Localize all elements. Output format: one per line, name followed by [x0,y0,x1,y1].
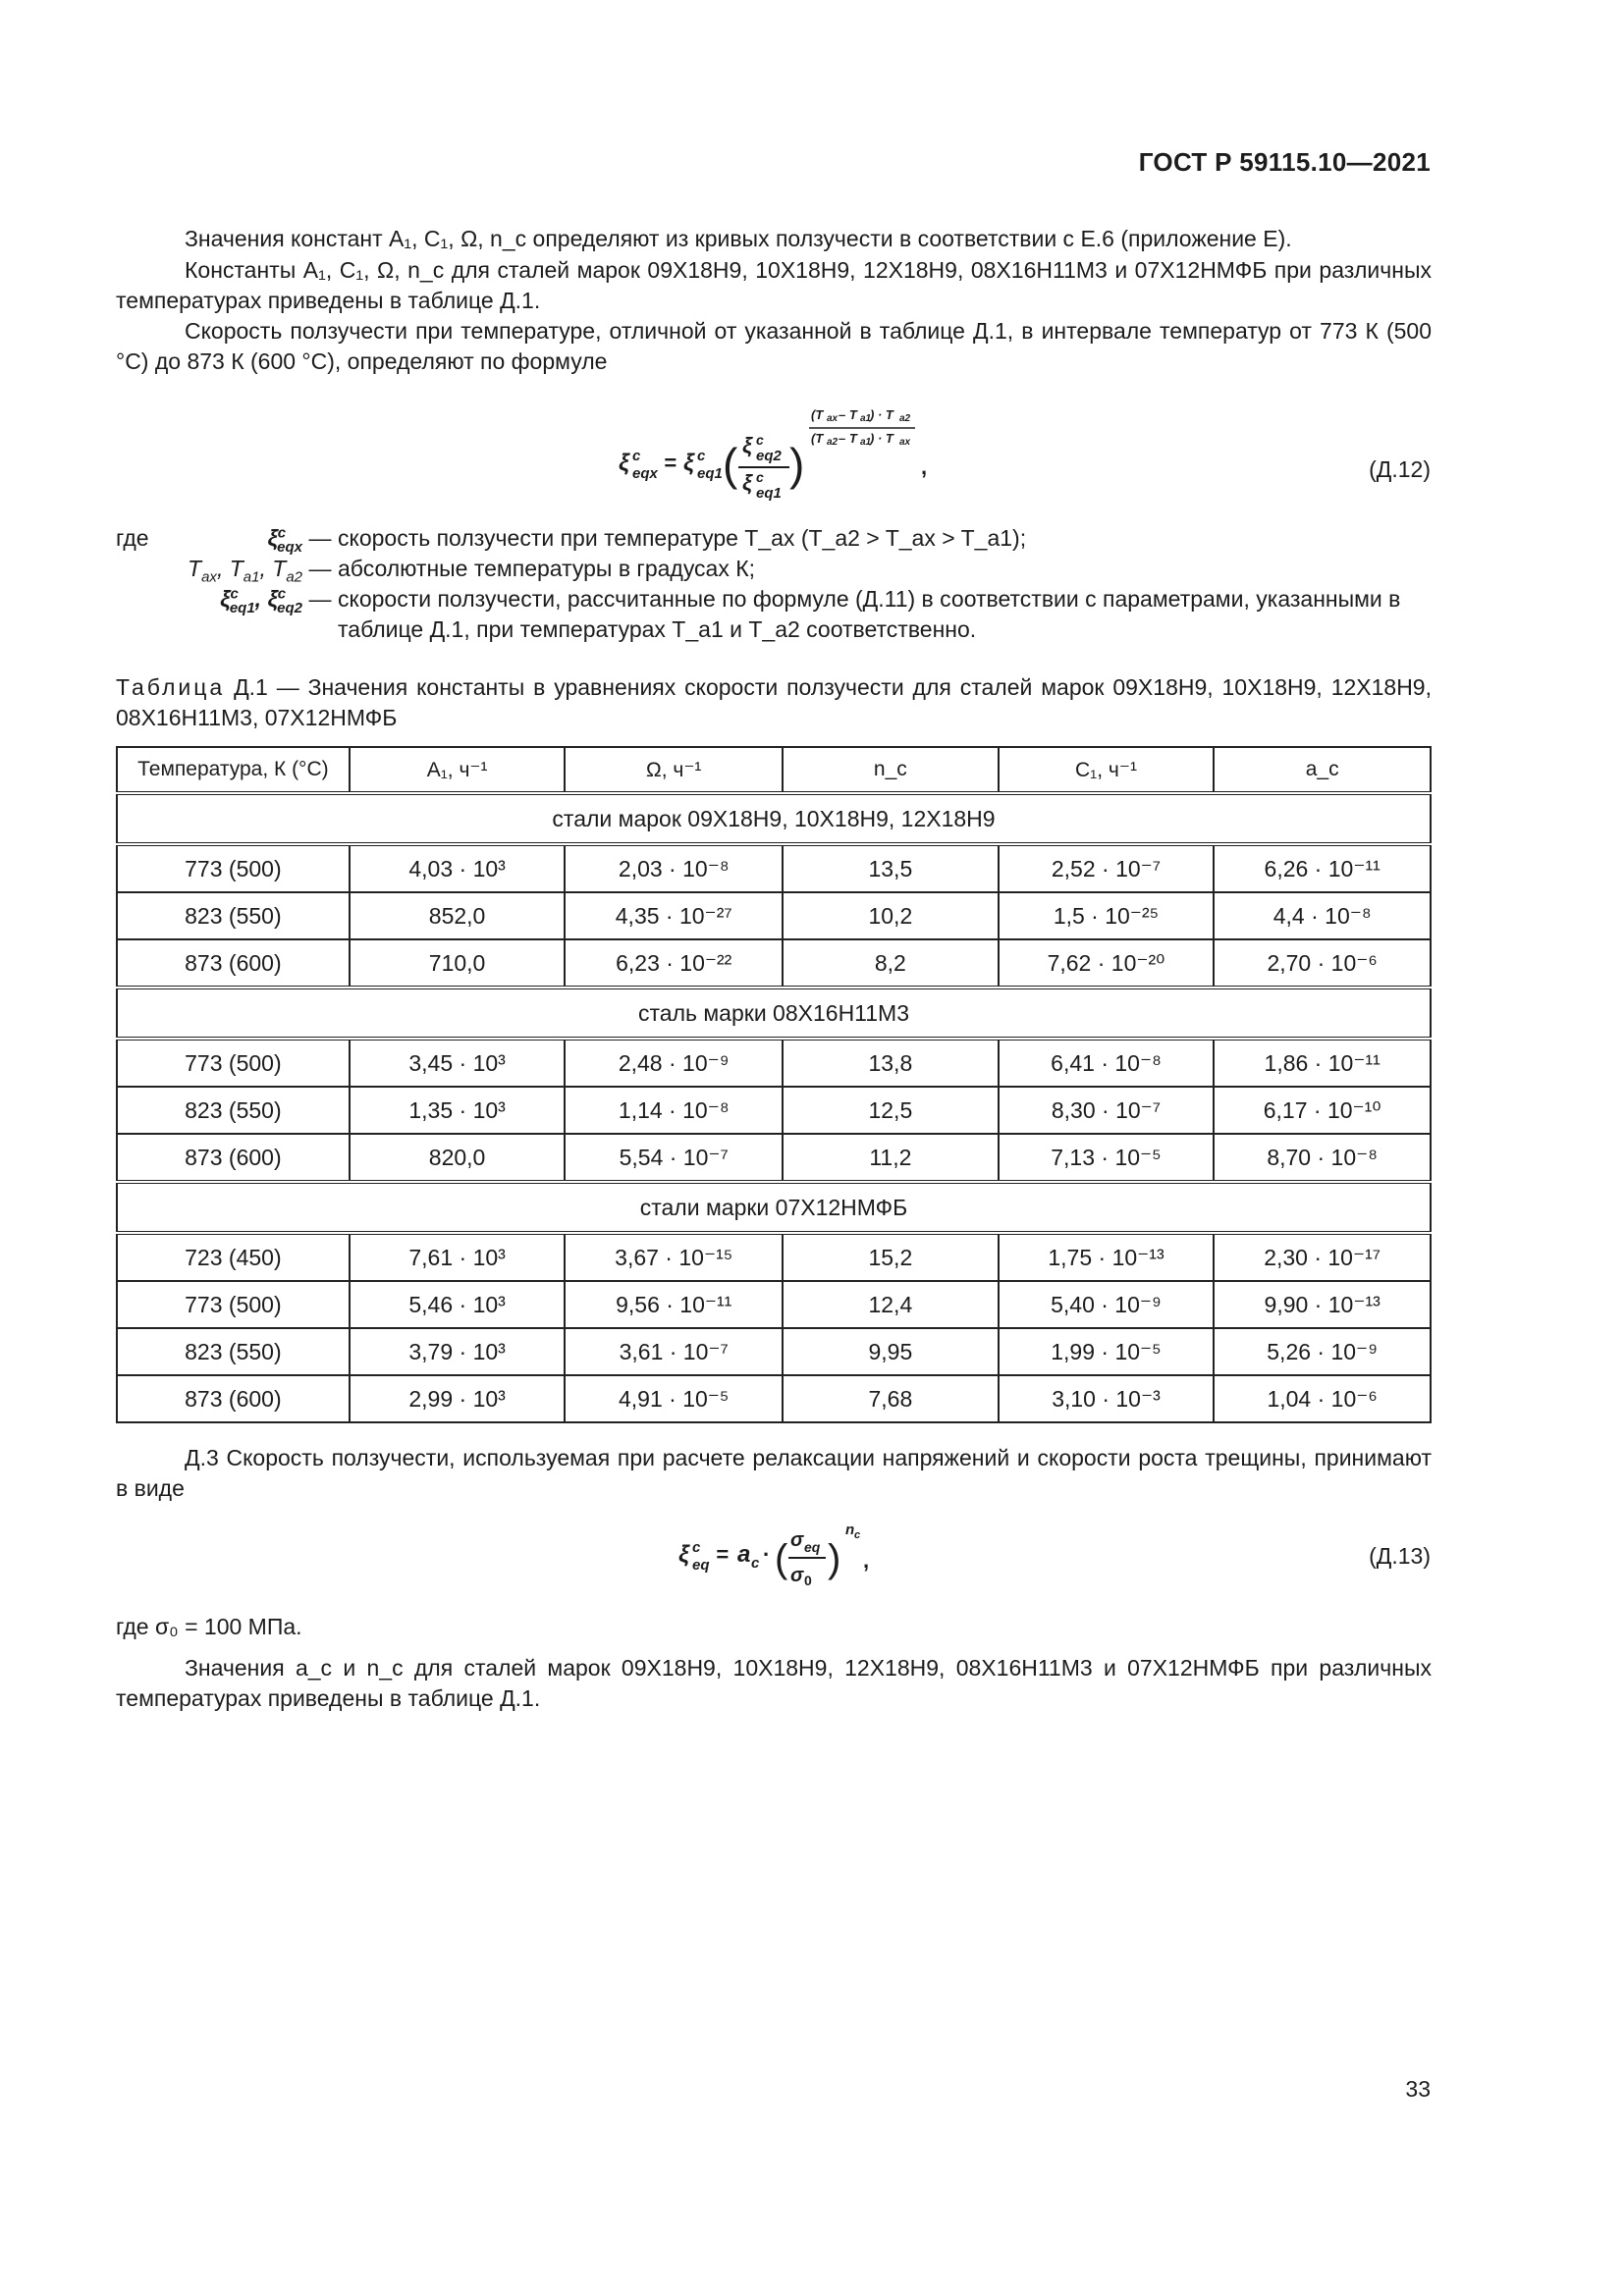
document-id: ГОСТ Р 59115.10—2021 [1138,147,1431,177]
table-cell: 13,8 [783,1039,999,1087]
paragraph-ac-nc: Значения a_c и n_c для сталей марок 09Х18Н9, 10Х18Н9, 12Х18Н9, 08Х16Н11М3 и 07Х12НМФБ при различных температурах приведены в таблице Д.1. [116,1655,1432,1711]
table-cell: 2,03 · 10⁻⁸ [565,844,783,892]
table-row [117,939,1431,988]
svg-text:c: c [751,1555,760,1572]
svg-text:·: · [763,1542,771,1567]
svg-text:c: c [697,448,706,464]
where-text: скорость ползучести при температуре T_ax (T_a2 > T_ax > T_a1); [338,525,1027,551]
table-cell: 6,23 · 10⁻²² [565,939,783,988]
svg-text:ξ: ξ [683,450,694,476]
where-text: скорости ползучести, рассчитанные по формуле (Д.11) в соответствии с параметрами, указанными в таблице Д.1, при температурах T_a1 и T_a2 соответственно. [338,586,1401,642]
paragraph-constants-table: Константы A₁, C₁, Ω, n_c для сталей марок 09Х18Н9, 10Х18Н9, 12Х18Н9, 08Х16Н11М3 и 07Х12НМФБ при различных температурах приведены в таблице Д.1. [116,257,1432,313]
table-cell: 820,0 [350,1134,566,1182]
svg-text:a1: a1 [860,437,872,448]
table-cell: 3,79 · 10³ [350,1328,566,1375]
symbol-xi-eq1-eq2: $\xi^c_{eq1}$, $\xi^c_{eq2}$ [220,585,302,616]
svg-text:(: ( [775,1537,788,1580]
svg-text:) · T: ) · T [870,407,893,422]
paragraph-d3: Д.3 Скорость ползучести, используемая при расчете релаксации напряжений и скорости роста трещины, принимают в виде [116,1445,1432,1501]
group-title: сталь марки 08Х16Н11М3 [117,988,1431,1039]
svg-text:eq: eq [692,1557,710,1574]
column-header: C₁, ч⁻¹ [999,747,1215,793]
table-cell: 1,14 · 10⁻⁸ [565,1087,783,1134]
table-group-row [117,1182,1431,1233]
svg-text:c: c [632,448,641,464]
table-cell: 773 (500) [117,1281,350,1328]
svg-text:ξ: ξ [678,1541,689,1568]
svg-text:): ) [828,1537,841,1580]
table-cell: 3,61 · 10⁻⁷ [565,1328,783,1375]
svg-text:) · T: ) · T [870,431,893,446]
table-cell: 2,52 · 10⁻⁷ [999,844,1215,892]
table-cell: 710,0 [350,939,566,988]
table-cell: 4,91 · 10⁻⁵ [565,1375,783,1422]
table-cell: 3,45 · 10³ [350,1039,566,1087]
table-cell: 4,03 · 10³ [350,844,566,892]
svg-text:(T: (T [811,407,824,422]
table-row [117,1375,1431,1422]
table-cell: 12,4 [783,1281,999,1328]
column-header: A₁, ч⁻¹ [350,747,566,793]
column-header: Температура, К (°С) [117,747,350,793]
svg-text:=: = [716,1542,729,1567]
svg-text:(: ( [723,439,738,490]
table-cell: 8,2 [783,939,999,988]
svg-text:,: , [863,1548,870,1573]
table-row [117,844,1431,892]
where-row [116,554,1432,584]
svg-text:eq: eq [804,1539,821,1555]
table-cell: 773 (500) [117,844,350,892]
table-caption-text: Д.1 — Значения константы в уравнениях скорости ползучести для сталей марок 09Х18Н9, 10Х18Н9, 12Х18Н9, 08Х16Н11М3, 07Х12НМФБ [116,674,1432,730]
paragraph-constants-source: Значения констант A₁, C₁, Ω, n_c определяют из кривых ползучести в соответствии с Е.6 (приложение Е). [185,226,1292,251]
table-cell: 2,30 · 10⁻¹⁷ [1214,1233,1431,1281]
table-cell: 6,41 · 10⁻⁸ [999,1039,1215,1087]
table-cell: 2,48 · 10⁻⁹ [565,1039,783,1087]
table-cell: 11,2 [783,1134,999,1182]
table-cell: 7,13 · 10⁻⁵ [999,1134,1215,1182]
table-cell: 3,67 · 10⁻¹⁵ [565,1233,783,1281]
where-text: абсолютные температуры в градусах К; [338,556,756,581]
table-cell: 2,70 · 10⁻⁶ [1214,939,1431,988]
svg-text:): ) [789,439,805,490]
column-header: Ω, ч⁻¹ [565,747,783,793]
constants-table [116,746,1432,1423]
svg-text:eq1: eq1 [697,465,723,482]
table-cell: 1,99 · 10⁻⁵ [999,1328,1215,1375]
table-row [117,1039,1431,1087]
svg-text:eqx: eqx [632,465,658,482]
table-cell: 3,10 · 10⁻³ [999,1375,1215,1422]
svg-text:ξ: ξ [742,433,752,457]
svg-text:(T: (T [811,431,824,446]
svg-text:σ: σ [790,1529,804,1551]
svg-text:a2: a2 [827,437,839,448]
table-cell: 723 (450) [117,1233,350,1281]
table-cell: 873 (600) [117,1134,350,1182]
table-cell: 15,2 [783,1233,999,1281]
table-cell: 773 (500) [117,1039,350,1087]
table-cell: 823 (550) [117,1328,350,1375]
svg-text:– T: – T [839,431,857,446]
svg-text:ξ: ξ [619,450,629,476]
svg-text:σ: σ [790,1565,804,1586]
paragraph-sigma0: где σ₀ = 100 МПа. [116,1614,302,1639]
table-cell: 7,61 · 10³ [350,1233,566,1281]
where-row [116,523,1432,554]
table-cell: 5,46 · 10³ [350,1281,566,1328]
table-cell: 10,2 [783,892,999,939]
table-cell: 5,26 · 10⁻⁹ [1214,1328,1431,1375]
where-block [116,523,1432,645]
svg-text:c: c [854,1529,861,1541]
table-cell: 6,17 · 10⁻¹⁰ [1214,1087,1431,1134]
table-row [117,892,1431,939]
table-cell: 1,5 · 10⁻²⁵ [999,892,1215,939]
dash: — [308,586,332,612]
column-header: a_c [1214,747,1431,793]
table-cell: 823 (550) [117,1087,350,1134]
table-cell: 8,70 · 10⁻⁸ [1214,1134,1431,1182]
svg-text:,: , [921,454,928,479]
table-cell: 9,95 [783,1328,999,1375]
table-cell: 1,86 · 10⁻¹¹ [1214,1039,1431,1087]
table-row [117,1134,1431,1182]
table-cell: 1,04 · 10⁻⁶ [1214,1375,1431,1422]
formula-d13 [673,1517,898,1595]
table-cell: 2,99 · 10³ [350,1375,566,1422]
symbol-temperatures: $T_{ax}$, $T_{a1}$, $T_{a2}$ [188,556,302,586]
symbol-xi-eqx: $\xi^c_{eqx}$ [267,524,302,556]
group-title: стали марок 09Х18Н9, 10Х18Н9, 12Х18Н9 [117,793,1431,844]
page-number: 33 [1405,2076,1431,2102]
svg-text:ax: ax [899,437,911,448]
svg-text:=: = [664,451,677,475]
table-row [117,1328,1431,1375]
table-header-row [117,747,1431,793]
svg-text:c: c [756,432,764,448]
table-group-row [117,793,1431,844]
table-cell: 12,5 [783,1087,999,1134]
table-row [117,1233,1431,1281]
formula-d13-number: (Д.13) [1369,1543,1431,1569]
svg-text:a2: a2 [899,413,911,424]
svg-text:– T: – T [839,407,857,422]
svg-text:ξ: ξ [742,470,752,495]
table-cell: 8,30 · 10⁻⁷ [999,1087,1215,1134]
group-title: стали марки 07Х12НМФБ [117,1182,1431,1233]
table-cell: 1,35 · 10³ [350,1087,566,1134]
table-cell: 5,40 · 10⁻⁹ [999,1281,1215,1328]
table-cell: 873 (600) [117,939,350,988]
table-cell: 9,56 · 10⁻¹¹ [565,1281,783,1328]
svg-text:eq1: eq1 [756,485,782,502]
table-cell: 6,26 · 10⁻¹¹ [1214,844,1431,892]
dash: — [308,525,332,551]
table-cell: 873 (600) [117,1375,350,1422]
svg-text:a1: a1 [860,413,872,424]
table-cell: 4,35 · 10⁻²⁷ [565,892,783,939]
table-row [117,1087,1431,1134]
dash: — [308,556,332,581]
table-cell: 1,75 · 10⁻¹³ [999,1233,1215,1281]
formula-d12 [609,398,943,506]
table-cell: 13,5 [783,844,999,892]
table-cell: 4,4 · 10⁻⁸ [1214,892,1431,939]
table-cell: 823 (550) [117,892,350,939]
svg-text:0: 0 [804,1573,812,1588]
svg-text:c: c [692,1539,701,1556]
table-cell: 7,68 [783,1375,999,1422]
table-group-row [117,988,1431,1039]
formula-d12-number: (Д.12) [1369,456,1431,482]
table-cell: 5,54 · 10⁻⁷ [565,1134,783,1182]
where-row [116,584,1432,645]
svg-text:n: n [845,1522,855,1538]
table-row [117,1281,1431,1328]
table-caption-label: Таблица [116,674,226,700]
svg-text:a: a [737,1541,751,1568]
column-header: n_c [783,747,999,793]
paragraph-creep-rate-intro: Скорость ползучести при температуре, отличной от указанной в таблице Д.1, в интервале температур от 773 К (500 °С) до 873 К (600 °С), определяют по формуле [116,318,1432,374]
table-cell: 9,90 · 10⁻¹³ [1214,1281,1431,1328]
svg-text:c: c [756,469,764,485]
table-caption [116,672,1432,733]
table-cell: 852,0 [350,892,566,939]
svg-text:eq2: eq2 [756,448,782,464]
svg-text:ax: ax [827,413,839,424]
table-cell: 7,62 · 10⁻²⁰ [999,939,1215,988]
where-word: где [116,525,149,551]
